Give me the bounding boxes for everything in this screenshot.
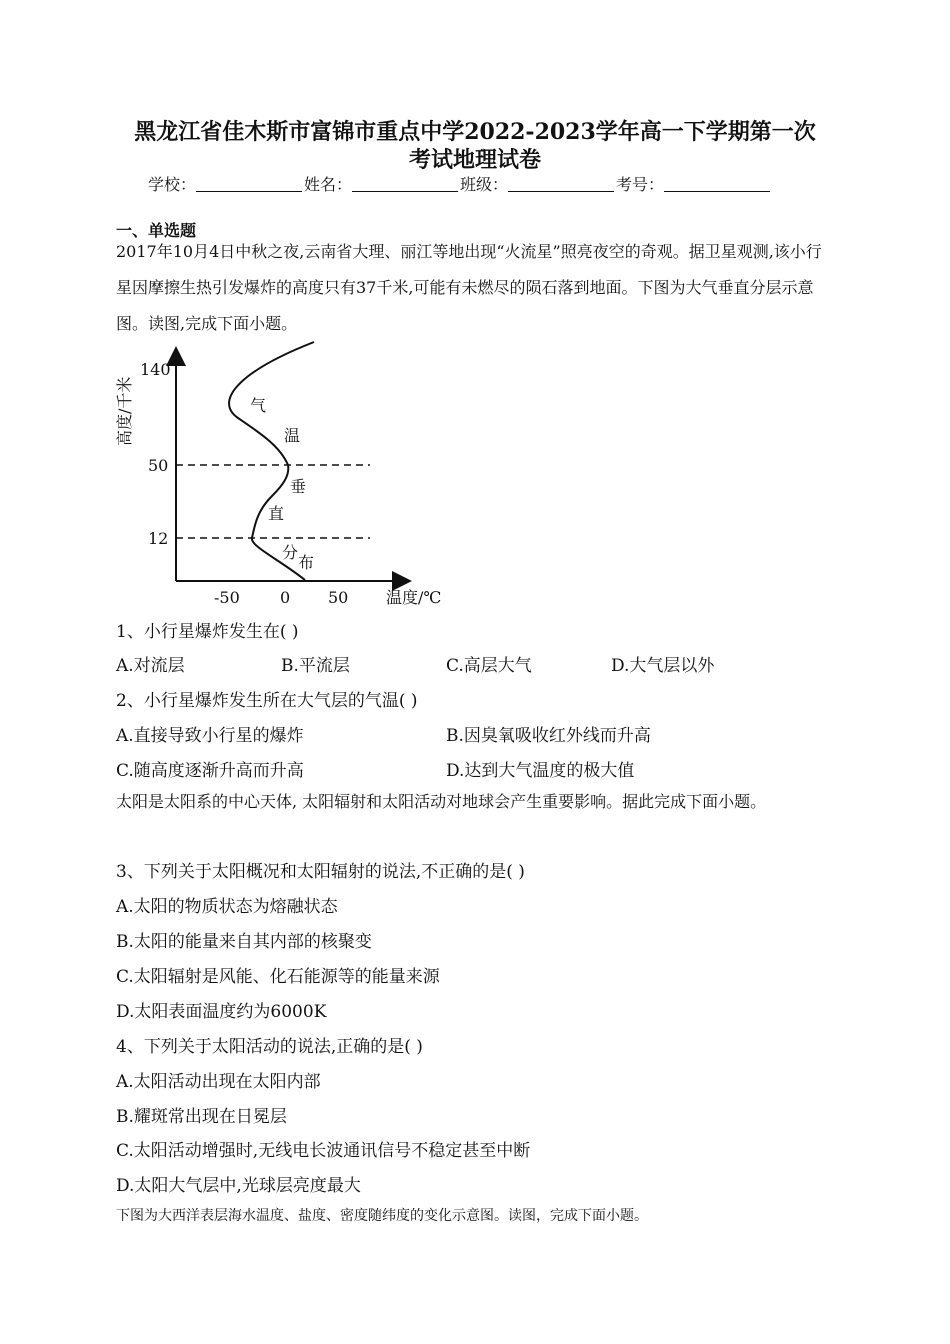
question-3-option-c[interactable]: C.太阳辐射是风能、化石能源等的能量来源	[116, 967, 440, 987]
passage-meteor: 2017年10月4日中秋之夜,云南省大理、丽江等地出现“火流星”照亮夜空的奇观。据卫星观测,该小行星因摩擦生热引发爆炸的高度只有37千米,可能有未燃尽的陨石落到地面。下图为大气垂直分层示意图。读图,完成下面小题。	[116, 242, 822, 333]
student-info-row	[148, 172, 772, 195]
curve-label-char-6: 布	[298, 553, 315, 572]
question-1-option-a[interactable]: A.对流层	[116, 656, 185, 676]
question-4-option-b[interactable]: B.耀斑常出现在日冕层	[116, 1107, 287, 1127]
question-3-option-b[interactable]: B.太阳的能量来自其内部的核聚变	[116, 932, 372, 952]
question-1-option-d[interactable]: D.大气层以外	[611, 656, 715, 676]
exam-title-line1: 黑龙江省佳木斯市富锦市重点中学2022-2023学年高一下学期第一次	[134, 119, 816, 145]
x-tick-50: 50	[328, 588, 349, 607]
class-blank[interactable]	[508, 175, 614, 192]
section-heading: 一、单选题	[116, 221, 197, 240]
question-4-option-c[interactable]: C.太阳活动增强时,无线电长波通讯信号不稳定甚至中断	[116, 1141, 531, 1161]
y-tick-12: 12	[148, 529, 169, 548]
curve-label-char-5: 分	[282, 543, 299, 562]
exam-title-line2: 考试地理试卷	[408, 147, 541, 173]
y-axis-label-text: 高度/千米	[115, 376, 134, 446]
school-label: 学校：	[148, 175, 197, 194]
temperature-curve	[229, 342, 314, 580]
exam-no-blank[interactable]	[664, 175, 770, 192]
class-label: 班级：	[460, 175, 509, 194]
question-1-option-c[interactable]: C.高层大气	[446, 656, 532, 676]
school-blank[interactable]	[196, 175, 302, 192]
question-2-option-b[interactable]: B.因臭氧吸收红外线而升高	[446, 726, 651, 746]
y-tick-140: 140	[140, 360, 171, 379]
question-1-stem: 1、小行星爆炸发生在( )	[116, 622, 299, 642]
x-tick-neg50: -50	[214, 588, 240, 607]
name-blank[interactable]	[352, 175, 458, 192]
question-3-option-d[interactable]: D.太阳表面温度约为6000K	[116, 1002, 327, 1022]
curve-label-char-4: 直	[268, 504, 285, 523]
x-axis-label: 温度/℃	[386, 588, 442, 607]
question-2-option-a[interactable]: A.直接导致小行星的爆炸	[116, 726, 304, 746]
atmosphere-temperature-figure	[100, 338, 460, 610]
question-2-option-d[interactable]: D.达到大气温度的极大值	[446, 761, 635, 781]
question-4-option-a[interactable]: A.太阳活动出现在太阳内部	[116, 1072, 321, 1092]
question-3-stem: 3、下列关于太阳概况和太阳辐射的说法,不正确的是( )	[116, 862, 525, 882]
x-tick-0: 0	[280, 588, 291, 607]
name-label: 姓名：	[304, 175, 353, 194]
question-4-stem: 4、下列关于太阳活动的说法,正确的是( )	[116, 1037, 423, 1057]
passage-sun: 太阳是太阳系的中心天体, 太阳辐射和太阳活动对地球会产生重要影响。据此完成下面小题。	[116, 792, 767, 811]
curve-label-char-2: 温	[284, 426, 301, 445]
question-2-option-c[interactable]: C.随高度逐渐升高而升高	[116, 761, 304, 781]
exam-no-label: 考号：	[616, 175, 665, 194]
question-4-option-d[interactable]: D.太阳大气层中,光球层亮度最大	[116, 1176, 361, 1196]
passage-atlantic: 下图为大西洋表层海水温度、盐度、密度随纬度的变化示意图。读图，完成下面小题。	[116, 1208, 648, 1224]
y-tick-50: 50	[148, 456, 169, 475]
curve-label-char-1: 气	[250, 396, 267, 415]
question-1-option-b[interactable]: B.平流层	[281, 656, 350, 676]
curve-label-char-3: 垂	[290, 477, 307, 496]
question-3-option-a[interactable]: A.太阳的物质状态为熔融状态	[116, 897, 338, 917]
question-2-stem: 2、小行星爆炸发生所在大气层的气温( )	[116, 691, 418, 711]
